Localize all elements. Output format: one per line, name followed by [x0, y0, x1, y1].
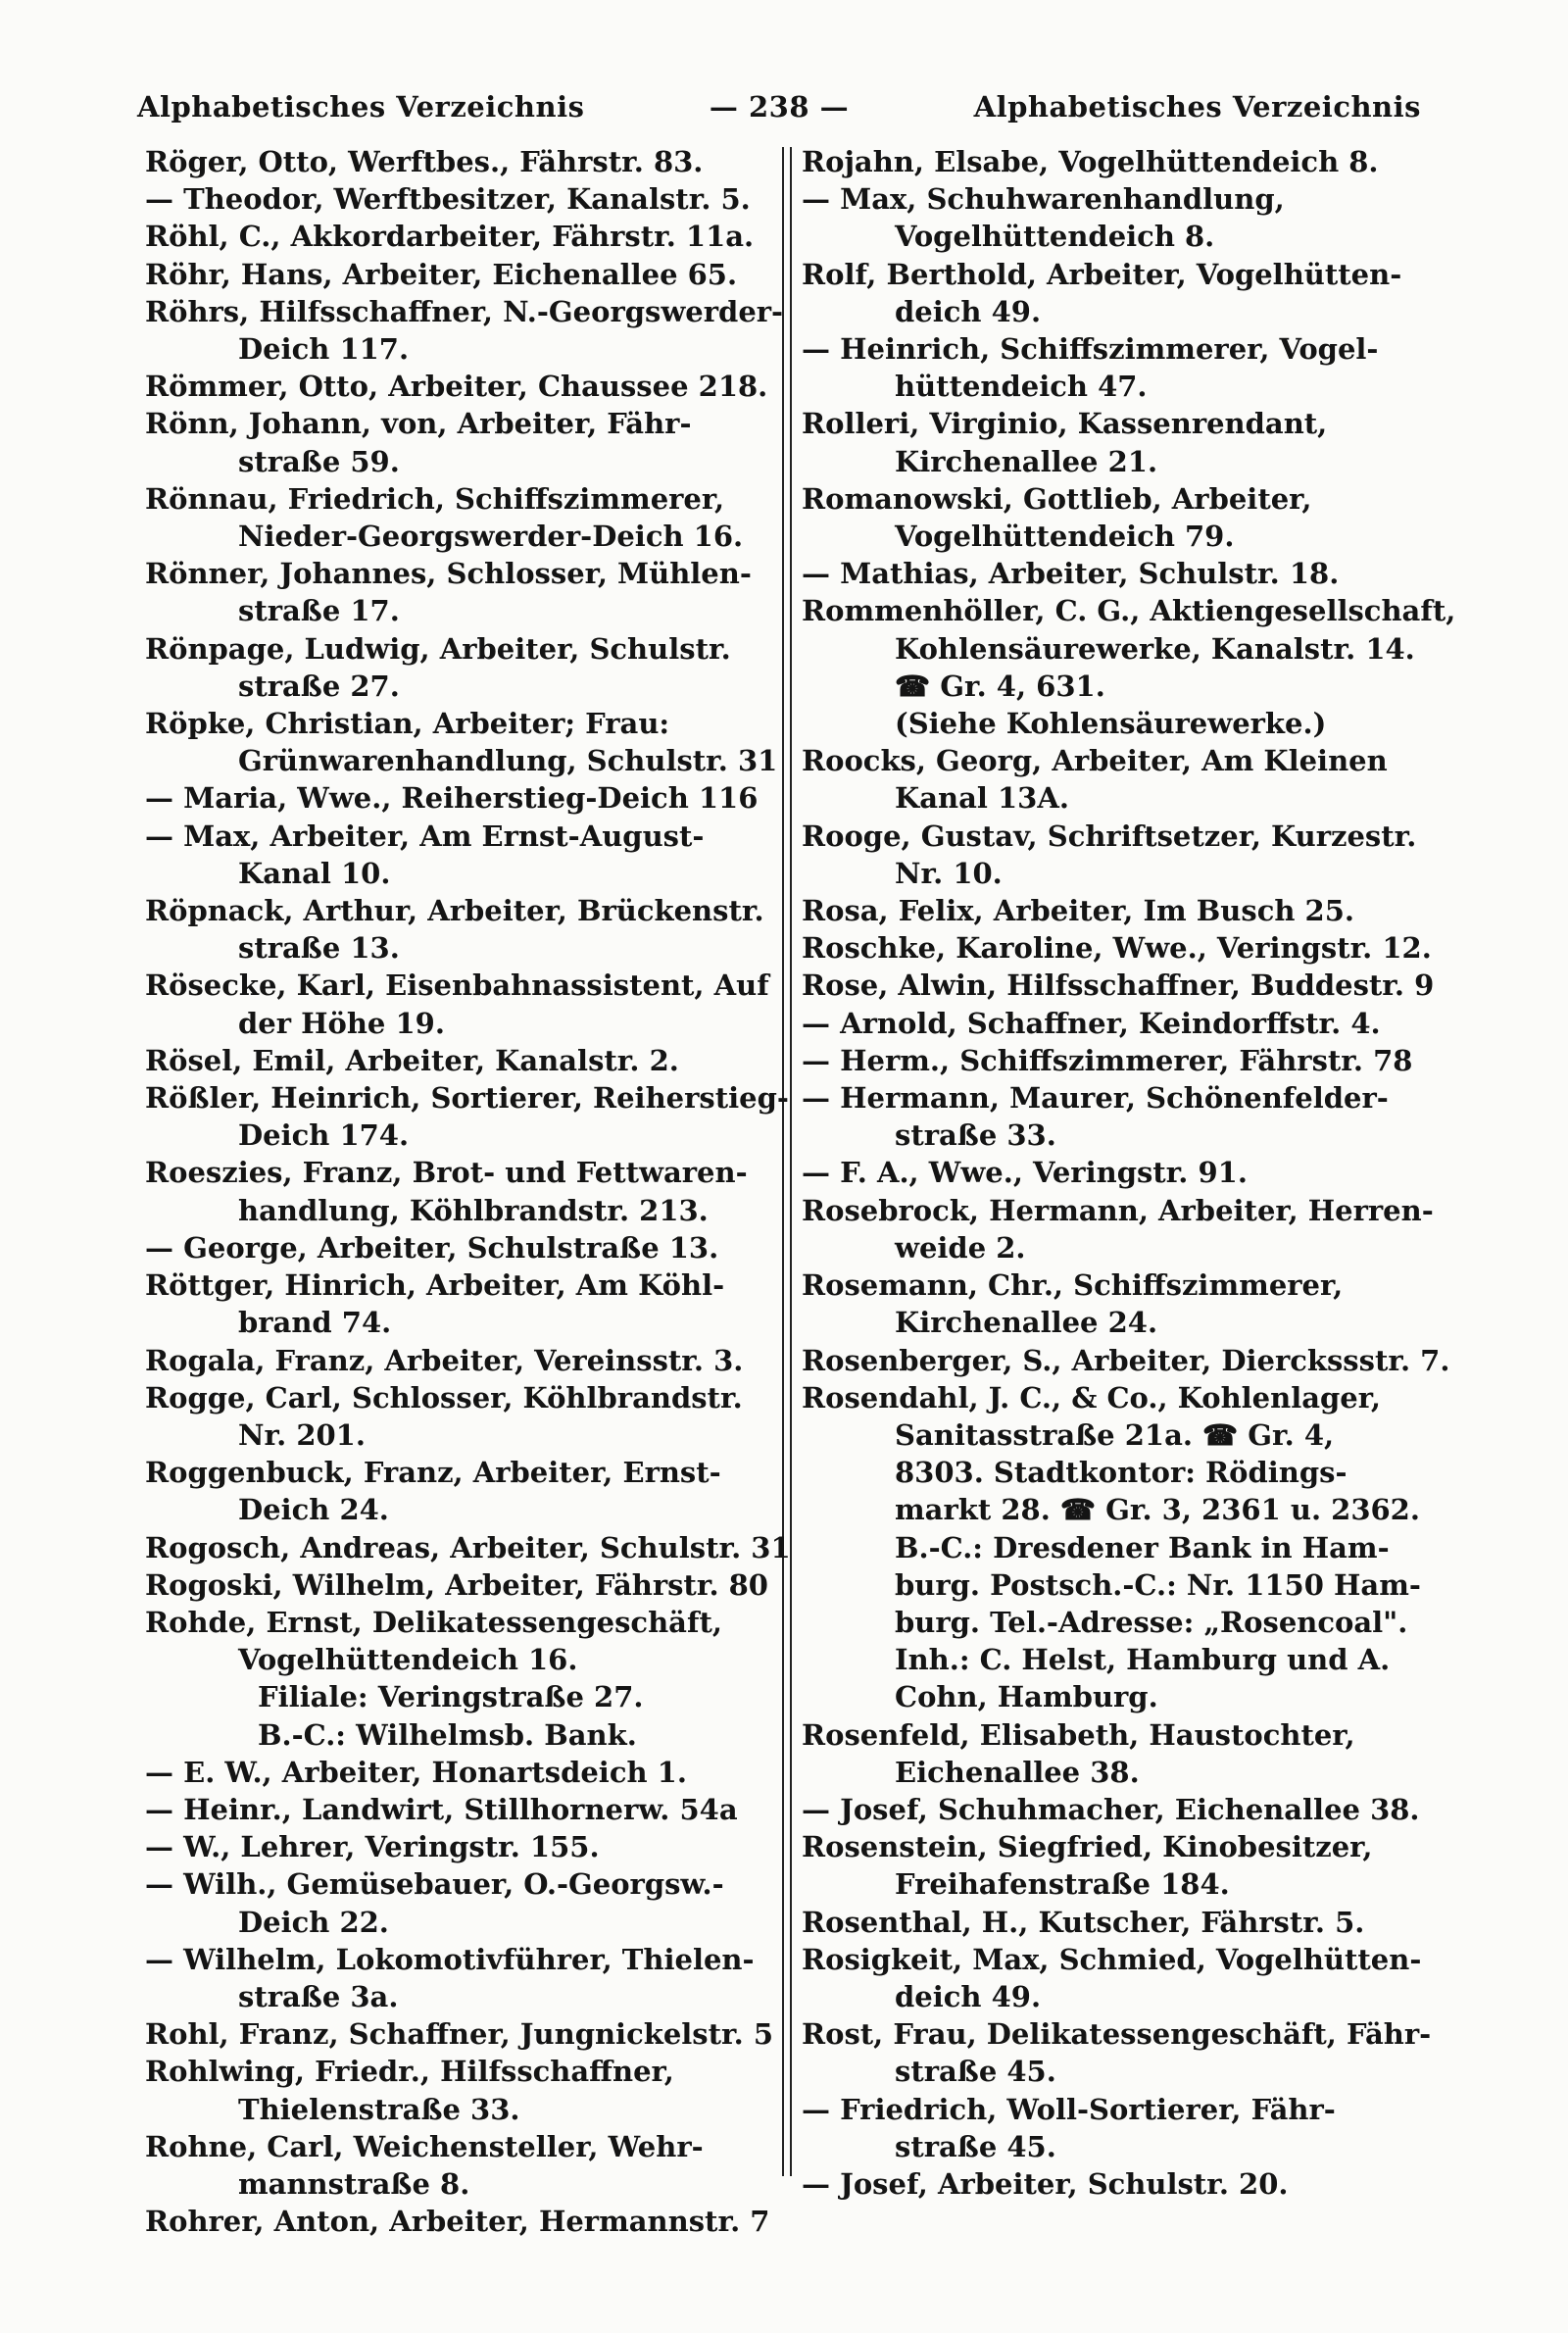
directory-entry — [802, 592, 1456, 742]
directory-entry — [802, 180, 1439, 255]
entry-line: Rolf, Berthold, Arbeiter, Vogelhütten- — [802, 257, 1402, 291]
directory-entry — [145, 1079, 789, 1154]
entry-line: Römmer, Otto, Arbeiter, Chaussee 218. — [145, 370, 768, 404]
directory-entry — [145, 779, 782, 817]
entry-continuation: deich 49. — [895, 1979, 1042, 2013]
entry-continuation: straße 45. — [895, 2055, 1056, 2089]
entry-line: — Hermann, Maurer, Schönenfelder- — [802, 1081, 1389, 1116]
directory-entry — [802, 818, 1439, 892]
directory-entry — [802, 1192, 1439, 1266]
entry-line: Rogala, Franz, Arbeiter, Vereinsstr. 3. — [145, 1343, 744, 1377]
entry-line: — Friedrich, Woll-Sortierer, Fähr- — [802, 2092, 1336, 2126]
entry-continuation: straße 27. — [238, 669, 400, 703]
entry-line: — F. A., Wwe., Veringstr. 91. — [802, 1156, 1248, 1190]
entry-line: — W., Lehrer, Veringstr. 155. — [145, 1830, 600, 1864]
directory-entry — [802, 1079, 1439, 1154]
entry-continuation: markt 28. ☎ Gr. 3, 2361 u. 2362. — [895, 1493, 1420, 1527]
directory-entry — [802, 1828, 1439, 1903]
directory-entry — [145, 967, 782, 1041]
entry-line: Rosenfeld, Elisabeth, Haustochter, — [802, 1717, 1355, 1752]
directory-entry — [145, 256, 782, 293]
entry-continuation: straße 13. — [238, 931, 400, 966]
entry-line: — Wilhelm, Lokomotivführer, Thielen- — [145, 1942, 755, 1976]
entry-continuation: straße 59. — [238, 444, 400, 478]
directory-entry — [145, 1154, 782, 1228]
directory-entry — [145, 555, 782, 629]
directory-entry — [802, 256, 1439, 330]
directory-entry — [802, 480, 1439, 555]
entry-continuation: ☎ Gr. 4, 631. — [895, 669, 1105, 703]
entry-continuation: Grünwarenhandlung, Schulstr. 31 — [238, 744, 778, 778]
entry-continuation: straße 45. — [895, 2129, 1056, 2163]
entry-line: Rose, Alwin, Hilfsschaffner, Buddestr. 9 — [802, 968, 1435, 1003]
entry-continuation: B.-C.: Wilhelmsb. Bank. — [258, 1717, 637, 1752]
entry-line: Rönn, Johann, von, Arbeiter, Fähr- — [145, 407, 692, 441]
entry-line: Rosenstein, Siegfried, Kinobesitzer, — [802, 1830, 1373, 1864]
column-divider — [782, 147, 784, 2176]
entry-line: — Josef, Arbeiter, Schulstr. 20. — [802, 2166, 1289, 2201]
directory-entry — [802, 892, 1439, 929]
entry-line: — Josef, Schuhmacher, Eichenallee 38. — [802, 1792, 1420, 1826]
directory-entry — [145, 1604, 782, 1754]
entry-line: Röhr, Hans, Arbeiter, Eichenallee 65. — [145, 257, 738, 291]
entry-line: Rößler, Heinrich, Sortierer, Reiherstieg- — [145, 1081, 789, 1116]
entry-line: Roocks, Georg, Arbeiter, Am Kleinen — [802, 744, 1388, 778]
directory-entry — [145, 2128, 782, 2203]
entry-continuation: Vogelhüttendeich 79. — [895, 520, 1235, 554]
entry-continuation: Freihafenstraße 184. — [895, 1867, 1230, 1902]
entry-line: Rösecke, Karl, Eisenbahnassistent, Auf — [145, 968, 769, 1003]
directory-entry — [802, 1154, 1439, 1191]
entry-continuation: straße 3a. — [238, 1979, 399, 2013]
entry-line: — Theodor, Werftbesitzer, Kanalstr. 5. — [145, 182, 751, 217]
entry-continuation: (Siehe Kohlensäurewerke.) — [895, 707, 1327, 741]
entry-line: Roschke, Karoline, Wwe., Veringstr. 12. — [802, 931, 1432, 966]
directory-entry — [145, 218, 782, 255]
directory-entry — [145, 892, 782, 967]
entry-line: Rohl, Franz, Schaffner, Jungnickelstr. 5 — [145, 2017, 774, 2052]
entry-continuation: Vogelhüttendeich 16. — [238, 1643, 578, 1677]
entry-line: Rohrer, Anton, Arbeiter, Hermannstr. 7 — [145, 2205, 770, 2239]
directory-entry — [802, 2015, 1439, 2090]
entry-line: Rooge, Gustav, Schriftsetzer, Kurzestr. — [802, 819, 1417, 853]
directory-entry — [802, 2091, 1439, 2165]
entry-line: Roeszies, Franz, Brot- und Fettwaren- — [145, 1156, 748, 1190]
directory-entry — [145, 405, 782, 479]
entry-line: Rönnau, Friedrich, Schiffszimmerer, — [145, 481, 725, 516]
entry-continuation: Vogelhüttendeich 8. — [895, 220, 1215, 254]
entry-continuation: Thielenstraße 33. — [238, 2092, 520, 2126]
entry-line: Rojahn, Elsabe, Vogelhüttendeich 8. — [802, 145, 1379, 178]
directory-entry — [802, 1379, 1439, 1716]
entry-line: Rösel, Emil, Arbeiter, Kanalstr. 2. — [145, 1043, 679, 1077]
directory-entry — [145, 143, 782, 180]
directory-entry — [802, 929, 1439, 967]
directory-entry — [145, 293, 782, 368]
directory-entry — [802, 967, 1439, 1004]
entry-line: Rosa, Felix, Arbeiter, Im Busch 25. — [802, 894, 1355, 928]
directory-entry — [145, 1379, 782, 1454]
entry-continuation: straße 33. — [895, 1118, 1056, 1153]
entry-line: — Heinrich, Schiffszimmerer, Vogel- — [802, 332, 1379, 367]
entry-continuation: hüttendeich 47. — [895, 370, 1148, 404]
entry-line: Röpke, Christian, Arbeiter; Frau: — [145, 707, 670, 741]
entry-line: Romanowski, Gottlieb, Arbeiter, — [802, 481, 1312, 516]
entry-line: Rosendahl, J. C., & Co., Kohlenlager, — [802, 1380, 1382, 1415]
directory-entry — [802, 555, 1439, 592]
entry-continuation: Nr. 10. — [895, 856, 1003, 890]
entry-line: Röpnack, Arthur, Arbeiter, Brückenstr. — [145, 894, 764, 928]
directory-entry — [145, 1342, 782, 1379]
entry-continuation: brand 74. — [238, 1306, 392, 1340]
entry-line: Rogge, Carl, Schlosser, Köhlbrandstr. — [145, 1380, 743, 1415]
entry-continuation: Filiale: Veringstraße 27. — [258, 1680, 644, 1714]
entry-line: Rönner, Johannes, Schlosser, Mühlen- — [145, 557, 752, 591]
entry-continuation: Kohlensäurewerke, Kanalstr. 14. — [895, 631, 1415, 666]
directory-entry — [802, 1791, 1439, 1828]
entry-continuation: 8303. Stadtkontor: Rödings- — [895, 1456, 1348, 1490]
running-head-right: Alphabetisches Verzeichnis — [973, 90, 1421, 124]
entry-continuation: handlung, Köhlbrandstr. 213. — [238, 1193, 709, 1227]
entry-line: — Max, Arbeiter, Am Ernst-August- — [145, 819, 705, 853]
directory-entry — [802, 1904, 1439, 1941]
entry-line: Roggenbuck, Franz, Arbeiter, Ernst- — [145, 1456, 721, 1490]
left-column — [145, 143, 791, 2240]
entry-line: Röhrs, Hilfsschaffner, N.-Georgswerder- — [145, 294, 784, 328]
directory-entry — [802, 1266, 1439, 1341]
directory-entry — [802, 330, 1439, 405]
entry-continuation: Kirchenallee 24. — [895, 1306, 1158, 1340]
entry-line: Rosebrock, Hermann, Arbeiter, Herren- — [802, 1193, 1434, 1227]
directory-entry — [145, 2203, 782, 2240]
entry-line: Rommenhöller, C. G., Aktiengesellschaft, — [802, 594, 1456, 628]
entry-line: — E. W., Arbeiter, Honartsdeich 1. — [145, 1755, 687, 1789]
entry-line: Rolleri, Virginio, Kassenrendant, — [802, 407, 1328, 441]
entry-line: Rohne, Carl, Weichensteller, Wehr- — [145, 2129, 704, 2163]
entry-line: Rönpage, Ludwig, Arbeiter, Schulstr. — [145, 631, 731, 666]
directory-entry — [145, 1566, 782, 1604]
entry-continuation: Nr. 201. — [238, 1417, 366, 1452]
entry-continuation: Kirchenallee 21. — [895, 444, 1158, 478]
directory-entry — [802, 742, 1439, 817]
entry-continuation: weide 2. — [895, 1230, 1026, 1265]
entry-continuation: Nieder-Georgswerder-Deich 16. — [238, 520, 744, 554]
directory-entry — [802, 143, 1439, 180]
directory-entry — [145, 630, 782, 705]
entry-line: Röger, Otto, Werftbes., Fährstr. 83. — [145, 145, 704, 178]
entry-line: Rosenberger, S., Arbeiter, Dierckssstr. 7. — [802, 1343, 1450, 1377]
entry-continuation: straße 17. — [238, 594, 400, 628]
entry-line: — Max, Schuhwarenhandlung, — [802, 182, 1285, 217]
entry-continuation: Deich 24. — [238, 1493, 389, 1527]
entry-continuation: mannstraße 8. — [238, 2166, 470, 2201]
entry-continuation: burg. Tel.-Adresse: „Rosencoal". — [895, 1605, 1408, 1639]
running-head-left: Alphabetisches Verzeichnis — [137, 90, 585, 124]
entry-line: Röttger, Hinrich, Arbeiter, Am Köhl- — [145, 1268, 725, 1303]
directory-entry — [145, 2053, 782, 2127]
directory-entry — [145, 1791, 782, 1828]
entry-continuation: Eichenallee 38. — [895, 1755, 1140, 1789]
directory-entry — [802, 1716, 1439, 1791]
entry-line: Rogosch, Andreas, Arbeiter, Schulstr. 31 — [145, 1530, 791, 1564]
directory-entry — [145, 1229, 782, 1266]
entry-line: Rosemann, Chr., Schiffszimmerer, — [802, 1268, 1344, 1303]
page-number: — 238 — — [709, 90, 850, 124]
directory-entry — [802, 1042, 1439, 1079]
entry-continuation: deich 49. — [895, 294, 1042, 328]
directory-entry — [145, 1266, 782, 1341]
entry-line: — Arnold, Schaffner, Keindorffstr. 4. — [802, 1006, 1381, 1040]
entry-line: Rosenthal, H., Kutscher, Fährstr. 5. — [802, 1905, 1365, 1939]
directory-entry — [802, 2165, 1439, 2203]
entry-continuation: der Höhe 19. — [238, 1006, 445, 1040]
entry-line: Rost, Frau, Delikatessengeschäft, Fähr- — [802, 2017, 1432, 2052]
directory-entry — [145, 1941, 782, 2015]
entry-continuation: Inh.: C. Helst, Hamburg und A. — [895, 1643, 1391, 1677]
directory-entry — [145, 705, 782, 779]
entry-continuation: Kanal 10. — [238, 856, 391, 890]
entry-continuation: burg. Postsch.-C.: Nr. 1150 Ham- — [895, 1567, 1421, 1602]
entry-line: — Herm., Schiffszimmerer, Fährstr. 78 — [802, 1043, 1413, 1077]
entry-continuation: Deich 117. — [238, 332, 410, 367]
entry-line: — Mathias, Arbeiter, Schulstr. 18. — [802, 557, 1340, 591]
entry-line: Rogoski, Wilhelm, Arbeiter, Fährstr. 80 — [145, 1567, 768, 1602]
directory-entry — [802, 1941, 1439, 2015]
directory-entry — [145, 818, 782, 892]
entry-line: Rohlwing, Friedr., Hilfsschaffner, — [145, 2055, 674, 2089]
entry-line: Röhl, C., Akkordarbeiter, Fährstr. 11a. — [145, 220, 755, 254]
entry-line: Rosigkeit, Max, Schmied, Vogelhütten- — [802, 1942, 1422, 1976]
page-header — [137, 90, 1421, 133]
directory-entry — [145, 1042, 782, 1079]
entry-continuation: Sanitasstraße 21a. ☎ Gr. 4, — [895, 1417, 1335, 1452]
directory-entry — [145, 2015, 782, 2053]
directory-entry — [145, 1865, 782, 1940]
directory-entry — [145, 1529, 791, 1566]
entry-line: Rohde, Ernst, Delikatessengeschäft, — [145, 1605, 722, 1639]
directory-entry — [802, 405, 1439, 479]
entry-continuation: Deich 174. — [238, 1118, 410, 1153]
directory-entry — [145, 368, 782, 405]
right-column — [802, 143, 1456, 2203]
entry-continuation: Cohn, Hamburg. — [895, 1680, 1158, 1714]
entry-line: — Heinr., Landwirt, Stillhornerw. 54a — [145, 1792, 738, 1826]
directory-entry — [145, 1754, 782, 1791]
directory-entry — [145, 1828, 782, 1865]
directory-entry — [145, 1454, 782, 1528]
entry-continuation: B.-C.: Dresdener Bank in Ham- — [895, 1530, 1390, 1564]
directory-entry — [802, 1342, 1450, 1379]
column-divider — [790, 147, 792, 2176]
entry-line: — George, Arbeiter, Schulstraße 13. — [145, 1230, 719, 1265]
entry-continuation: Kanal 13A. — [895, 781, 1069, 816]
directory-entry — [145, 480, 782, 555]
directory-entry — [802, 1005, 1439, 1042]
entry-continuation: Deich 22. — [238, 1905, 389, 1939]
entry-line: — Wilh., Gemüsebauer, O.-Georgsw.- — [145, 1867, 724, 1902]
directory-entry — [145, 180, 782, 218]
entry-line: — Maria, Wwe., Reiherstieg-Deich 116 — [145, 781, 759, 816]
